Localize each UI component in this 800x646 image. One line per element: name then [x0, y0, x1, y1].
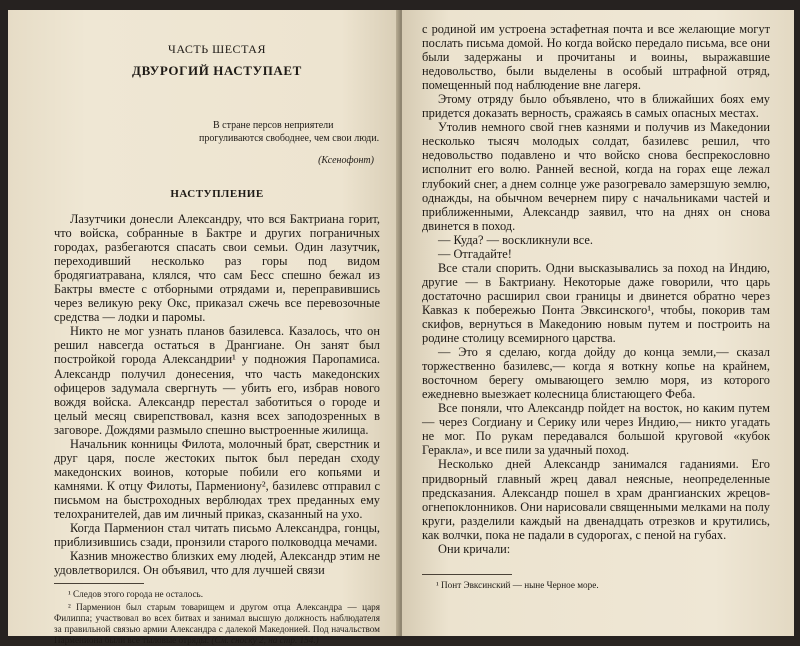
epigraph-source: (Ксенофонт): [318, 155, 374, 166]
section-heading: НАСТУПЛЕНИЕ: [170, 188, 264, 200]
footnote: ¹ Понт Эвксинский — ныне Черное море.: [436, 579, 599, 590]
right-page: [402, 10, 794, 636]
paragraph: Утолив немного свой гнев казнями и получив из Македонии несколько тысяч молодых солдат, базилевс решил, что недовольство подавлено и что войско снова беспрекословно исполнит его волю. Ранней весной, когда на горах еще лежал глубокий снег, а днем солнце уже разогревало замерзшую землю, однажды, на обычном вечернем пиру с начальниками частей и приближенными, Александр заявил, что на днях он снова двинется в поход.: [422, 120, 770, 233]
paragraph: Несколько дней Александр занимался гаданиями. Его придворный главный жрец давал неясные, неопределенные предсказания. Александр пошел в храм дрангианских жрецов-огнепоклонников. Они нарисовали священными мелками на полу круги, разделили каждый на двенадцать отрезков и крутились, как волчки, пока не падали в судорогах, с пеной на губах.: [422, 457, 770, 542]
part-heading: ЧАСТЬ ШЕСТАЯ: [168, 42, 266, 56]
paragraph: Казнив множество близких ему людей, Александр этим не удовлетворился. Он объявил, что для лучшей связи: [54, 549, 380, 578]
chapter-title: ДВУРОГИЙ НАСТУПАЕТ: [132, 63, 302, 78]
footnote: ¹ Следов этого города не осталось.: [68, 589, 204, 600]
footnote: [54, 602, 380, 646]
paragraph: Они кричали:: [438, 541, 511, 556]
dialogue-line: — Отгадайте!: [438, 246, 512, 261]
paragraph: Когда Парменион стал читать письмо Александра, гонцы, приблизившись сзади, пронзили старого полководца мечами.: [54, 521, 380, 550]
paragraph: Лазутчики донесли Александру, что вся Бактриана горит, что войска, собранные в Бактре и других пограничных городах, разбегаются спасать свои семьи. Один лазутчик, переходивший несколько раз горы под видом бродягиатравана, клялся, что сам Бесс спешно бежал из Бактры вместе с отборными отрядами и, переправившись через великую реку Окс, приказал сжечь все перевозочные средства — лодки и паромы.: [54, 212, 380, 325]
paragraph: Все поняли, что Александр пойдет на восток, но каким путем — через Согдиану и Серику или через Индию,— никто угадать не мог. По рукам передавался большой круговой «кубок Геракла», и все пили за удачный поход.: [422, 401, 770, 458]
footnote-rule: [54, 583, 144, 584]
left-page: [8, 10, 400, 646]
footnote-reference: (См. сноску 2, на стр. 154.): [211, 635, 319, 646]
footnote-rule: [422, 574, 512, 575]
epigraph: В стране персов неприятели прогуливаются свободнее, чем свои люди.: [199, 120, 380, 144]
footnote-text: ² Парменион был старым товарищем и другом отца Александра — царя Филиппа; участвовал во всех битвах и занимал высшую должность наблюдателя за правильной связью армии Александра с далекой Македонией. Под начальством Пармениона были все тыловые отряды.: [54, 602, 380, 646]
paragraph: с родиной им устроена эстафетная почта и все желающие могут послать письма домой. Но когда войско передало письма, все они были задержаны и прочитаны и воины, выражавшие недовольство, были выделены в особый штрафной отряд, помещенный под наблюдение вне лагеря.: [422, 22, 770, 93]
paragraph: Все стали спорить. Одни высказывались за поход на Индию, другие — в Бактриану. Некоторые даже говорили, что царь достаточно расширил свои границы и двинется обратно через Кавказ к побережью Понта Эвксинского¹, чтобы, покорив там скифов, вернуться в Македонию новым путем и построить на родине столицу всемирного царства.: [422, 260, 770, 346]
dialogue-line: — Куда? — воскликнули все.: [438, 232, 593, 247]
paragraph: Начальник конницы Филота, молочный брат, сверстник и друг царя, после жестоких пыток был передан сходу македонских воинов, которые побили его копьями и камнями. К отцу Филоты, Пармениону², базилевс отправил с письмом на быстроходных верблюдах трех преданных ему телохранителей, дав им личный приказ, сказанный на ухо.: [54, 436, 380, 521]
paragraph: — Это я сделаю, когда дойду до конца земли,— сказал торжественно базилевс,— когда я воткну копье на крайнем, восточном берегу омывающего землю моря, из которого ежедневно выезжает колесница блистающего Феба.: [422, 345, 770, 402]
paragraph: Никто не мог узнать планов базилевса. Казалось, что он решил навсегда остаться в Дрангиане. Он занят был постройкой города Александрии¹ у подножия Паропамиса. Александр получил донесения, что часть македонских офицеров задумала свергнуть — убить его, избрав нового вождя войска. Александр перестал заботиться о городе и целый месяц свирепствовал, казня всех заподозренных в заговоре. Дождями размыло спешно выстроенные жилища.: [54, 324, 380, 437]
paragraph: Этому отряду было объявлено, что в ближайших боях ему придется доказать верность, сражаясь в самых опасных местах.: [422, 92, 770, 121]
